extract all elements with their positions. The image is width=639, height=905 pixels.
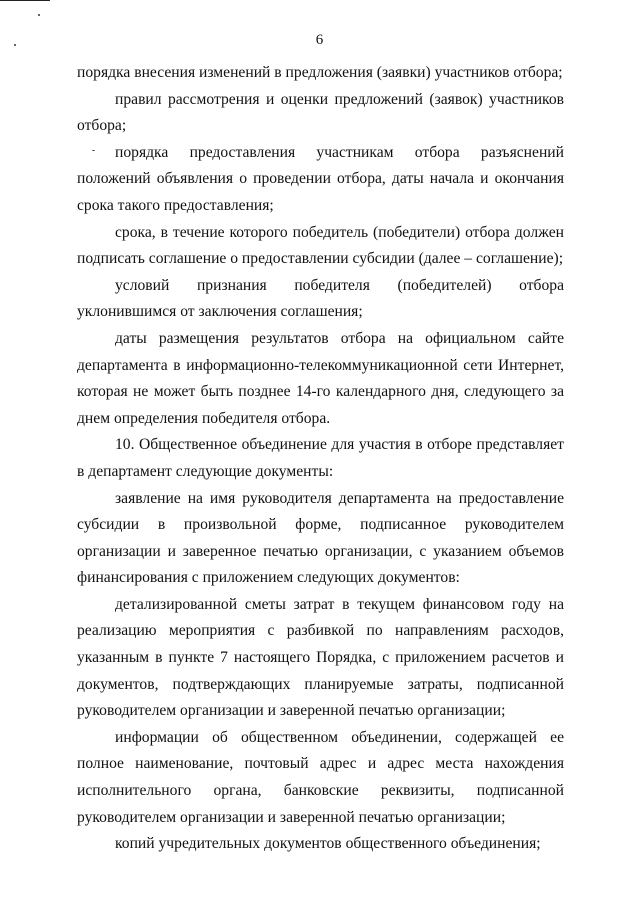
scan-speck — [38, 14, 40, 16]
paragraph: даты размещения результатов отбора на официальном сайте департамента в информационно-телекоммуникационной сети Интернет, которая не может быть позднее 14-го календарного дня, следующего за днем определения победителя отбора. — [77, 329, 564, 427]
paragraph: копий учредительных документов общественного объединения; — [115, 835, 541, 853]
paragraph: условий признания победителя (победителей) отбора уклонившимся от заключения соглашения; — [77, 276, 564, 321]
page-number: 6 — [315, 32, 324, 48]
document-body — [77, 60, 564, 858]
paragraph: порядка предоставления участникам отбора разъяснений положений объявления о проведении отбора, даты начала и окончания срока такого предоставления; — [77, 143, 564, 214]
paragraph: детализированной сметы затрат в текущем финансовом году на реализацию мероприятия с разбивкой по направлениям расходов, указанным в пункте 7 настоящего Порядка, с приложением расчетов и документов, подтверждающих планируемые затраты, подписанной руководителем организации и заверенной печатью организации; — [77, 595, 564, 720]
paragraph: 10. Общественное объединение для участия в отборе представляет в департамент следующие документы: — [77, 436, 564, 480]
paragraph: информации об общественном объединении, содержащей ее полное наименование, почтовый адрес и адрес места нахождения исполнительного органа, банковские реквизиты, подписанной руководителем организации и заверенной печатью организации; — [77, 728, 564, 826]
paragraph: правил рассмотрения и оценки предложений (заявок) участников отбора; — [77, 90, 564, 135]
paragraph: порядка внесения изменений в предложения (заявки) участников отбора; — [77, 64, 563, 81]
paragraph: срока, в течение которого победитель (победители) отбора должен подписать соглашение о предоставлении субсидии (далее – соглашение); — [77, 223, 564, 268]
paragraph: заявление на имя руководителя департамента на предоставление субсидии в произвольной форме, подписанное руководителем организации и заверенное печатью организации, с указанием объемов финансирования с приложением следующих документов: — [77, 489, 564, 587]
scan-edge-mark — [0, 0, 50, 1]
